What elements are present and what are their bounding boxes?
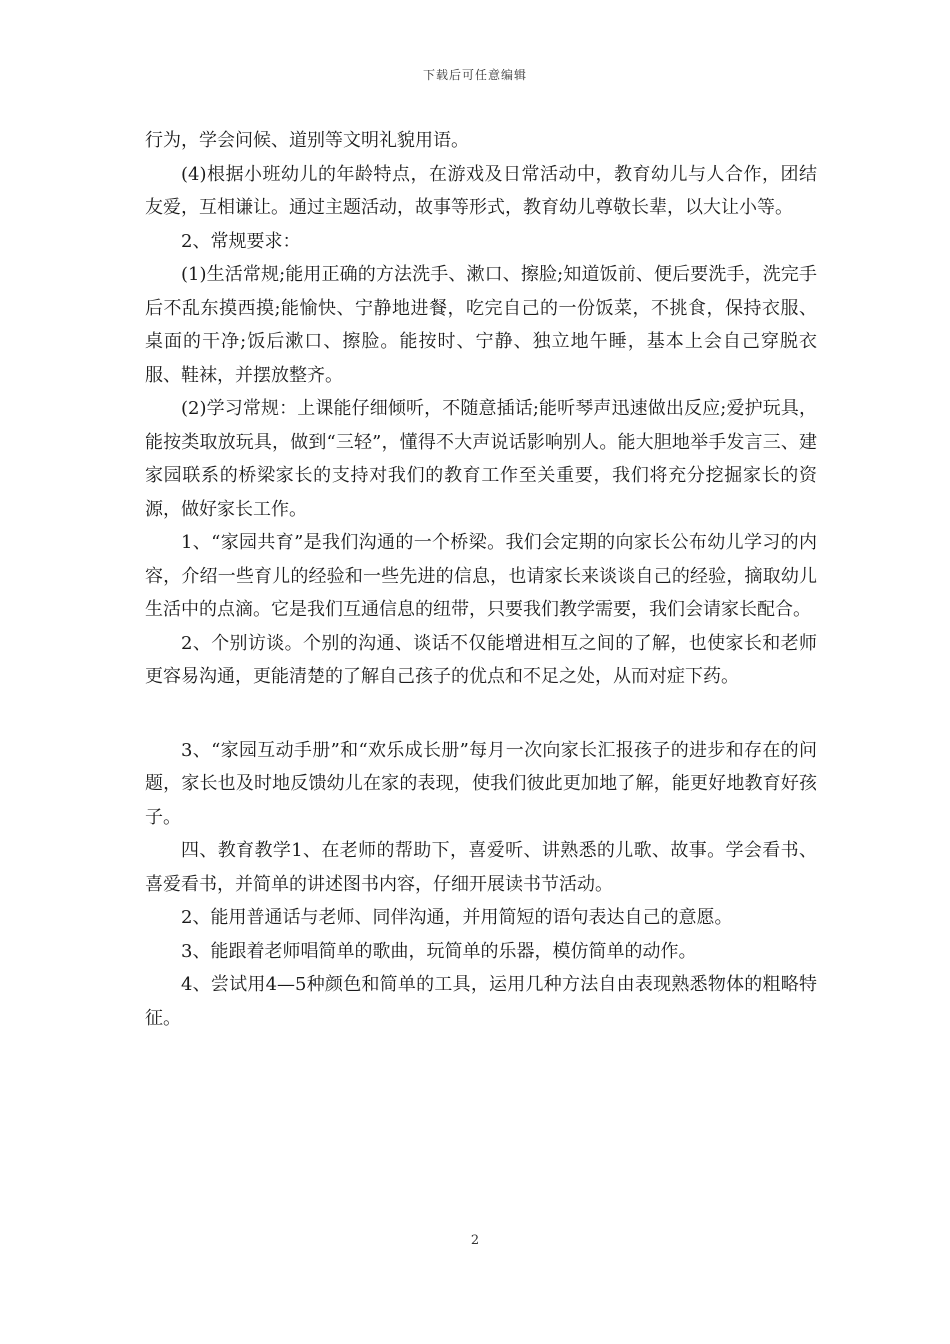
paragraph-8: 3、“家园互动手册”和“欢乐成长册”每月一次向家长汇报孩子的进步和存在的问题，家长也及时地反馈幼儿在家的表现，使我们彼此更加地了解，能更好地教育好孩子。	[145, 739, 817, 828]
page-number: 2	[470, 1233, 480, 1248]
paragraph-5: (2)学习常规：上课能仔细倾听，不随意插话;能听琴声迅速做出反应;爱护玩具，能按类取放玩具，做到“三轻”，懂得不大声说话影响别人。能大胆地举手发言三、建家园联系的桥梁家长的支持对我们的教育工作至关重要，我们将充分挖掘家长的资源，做好家长工作。	[145, 398, 817, 520]
paragraph-1: 行为，学会问候、道别等文明礼貌用语。	[145, 130, 469, 151]
paragraph-4: (1)生活常规;能用正确的方法洗手、漱口、擦脸;知道饭前、便后要洗手，洗完手后不乱东摸西摸;能愉快、宁静地进餐，吃完自己的一份饭菜，不挑食，保持衣服、桌面的干净;饭后漱口、擦脸。能按时、宁静、独立地午睡，基本上会自己穿脱衣服、鞋袜，并摆放整齐。	[145, 264, 817, 386]
paragraph-2: (4)根据小班幼儿的年龄特点，在游戏及日常活动中，教育幼儿与人合作，团结友爱，互相谦让。通过主题活动，故事等形式，教育幼儿尊敬长辈，以大让小等。	[145, 163, 817, 218]
paragraph-11: 3、能跟着老师唱简单的歌曲，玩简单的乐器，模仿简单的动作。	[181, 940, 697, 962]
page-header: 下载后可任意编辑	[422, 68, 527, 82]
paragraph-10: 2、能用普通话与老师、同伴沟通，并用简短的语句表达自己的意愿。	[181, 907, 733, 928]
paragraph-9: 四、教育教学1、在老师的帮助下，喜爱听、讲熟悉的儿歌、故事。学会看书、喜爱看书，并简单的讲述图书内容，仔细开展读书节活动。	[145, 840, 817, 895]
paragraph-12: 4、尝试用4—5种颜色和简单的工具，运用几种方法自由表现熟悉物体的粗略特征。	[145, 974, 817, 1029]
paragraph-7: 2、个别访谈。个别的沟通、谈话不仅能增进相互之间的了解，也使家长和老师更容易沟通，更能清楚的了解自己孩子的优点和不足之处，从而对症下药。	[145, 632, 817, 687]
paragraph-6: 1、“家园共育”是我们沟通的一个桥梁。我们会定期的向家长公布幼儿学习的内容，介绍一些育儿的经验和一些先进的信息，也请家长来谈谈自己的经验，摘取幼儿生活中的点滴。它是我们互通信息的纽带，只要我们教学需要，我们会请家长配合。	[145, 532, 817, 620]
paragraph-3: 2、常规要求：	[181, 230, 301, 252]
document-body	[145, 124, 817, 1035]
